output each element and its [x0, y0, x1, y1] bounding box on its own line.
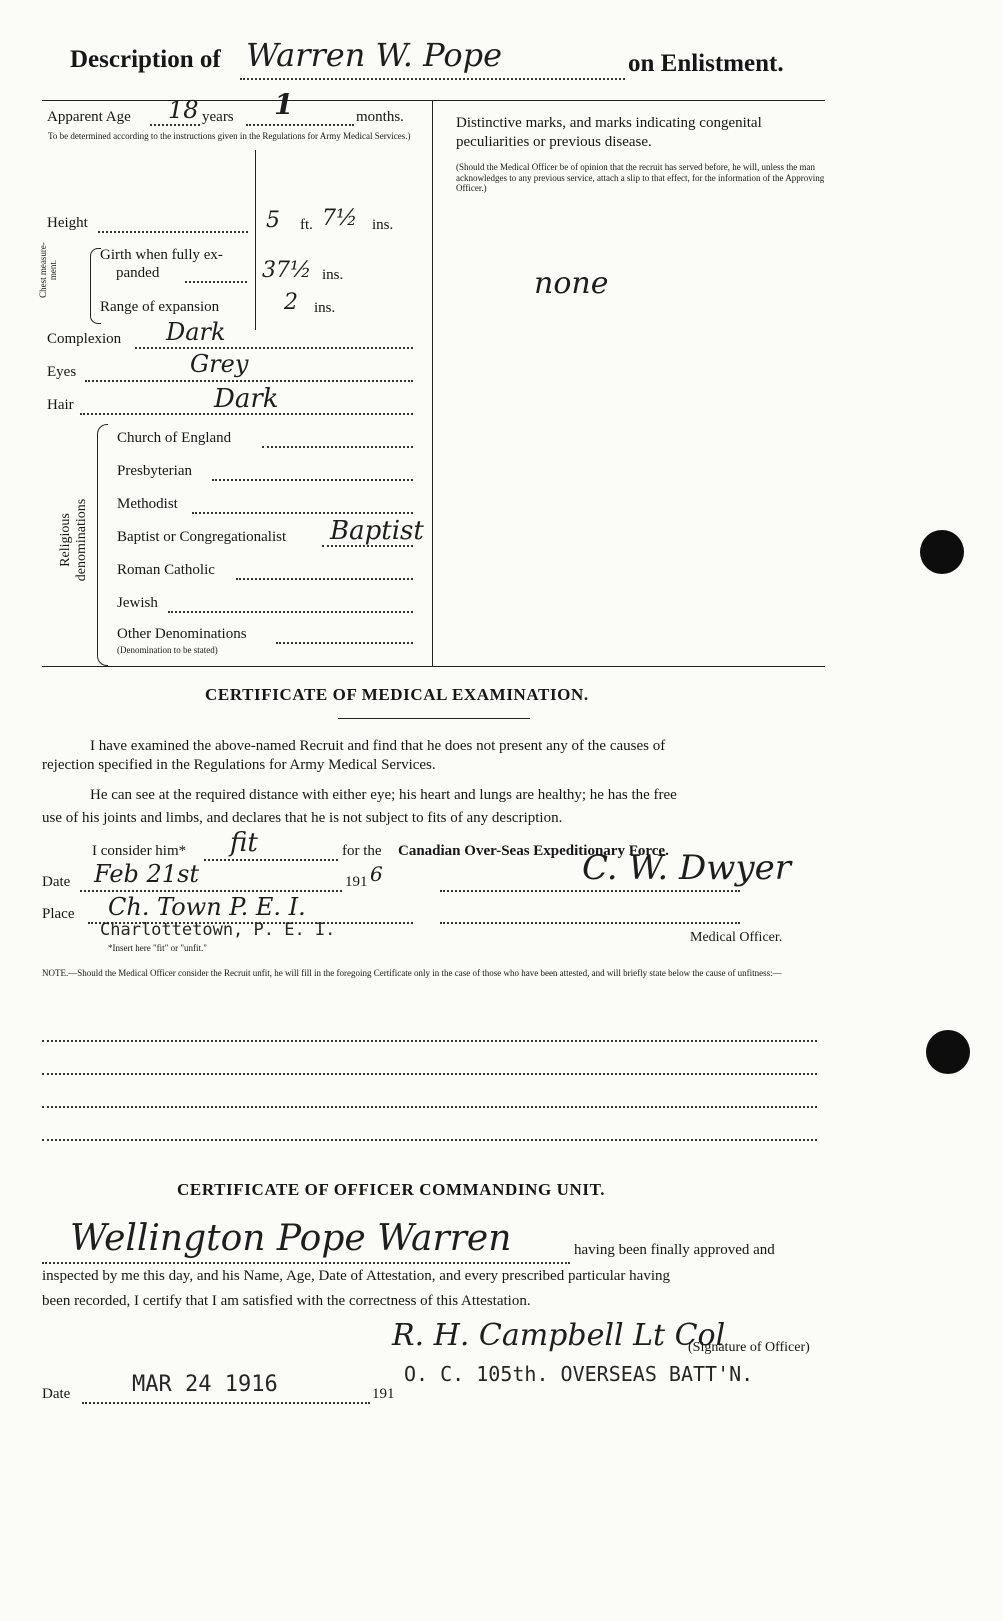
religion-bracket — [97, 424, 108, 666]
religion-line-3 — [192, 512, 413, 514]
bottom-rule — [42, 666, 825, 667]
religion-line-7 — [276, 642, 413, 644]
religion-jewish: Jewish — [117, 595, 158, 611]
officer-signature: C. W. Dwyer — [582, 848, 791, 888]
religion-church-of-england: Church of England — [117, 430, 232, 446]
commanding-date-line — [82, 1402, 370, 1404]
recruit-name-line — [42, 1262, 570, 1264]
months-label: months. — [356, 109, 404, 125]
commanding-line2: inspected by me this day, and his Name, Age, Date of Attestation, and every prescribed particular having — [42, 1268, 671, 1284]
commanding-line1-suffix: having been finally approved and — [574, 1242, 775, 1258]
date-year-prefix: 191 — [345, 874, 368, 890]
range-label: Range of expansion — [100, 299, 220, 315]
name-handwritten: Warren W. Pope — [246, 36, 503, 74]
medical-heading: CERTIFICATE OF MEDICAL EXAMINATION. — [205, 685, 589, 704]
unfit-line-2 — [42, 1073, 817, 1075]
religion-label: Religious denominations — [58, 498, 89, 582]
top-rule — [42, 100, 825, 101]
girth-value: 37½ — [262, 258, 312, 283]
chest-label: Chest measure-ment. — [38, 242, 58, 298]
title-prefix: Description of — [70, 46, 221, 73]
commanding-date-year: 191 — [372, 1386, 395, 1402]
age-months-value: 1 — [274, 88, 294, 121]
officer-label: Medical Officer. — [690, 930, 783, 945]
ins-label: ins. — [372, 217, 394, 233]
medical-heading-rule — [338, 718, 530, 719]
eyes-value: Grey — [190, 350, 249, 378]
consider-value: fit — [230, 828, 258, 858]
medical-nota: NOTE.—Should the Medical Officer consider the Recruit unfit, he will fill in the foregoing Certificate only in the case of those who have been attested, and will briefly state below the cause of unfitness:— — [42, 968, 782, 978]
center-divider — [432, 100, 433, 666]
religion-other: Other Denominations — [117, 626, 247, 642]
range-ins-label: ins. — [314, 300, 336, 316]
girth-ins-label: ins. — [322, 267, 344, 283]
age-label: Apparent Age — [47, 109, 131, 125]
unit-stamp: O. C. 105th. OVERSEAS BATT'N. — [404, 1362, 754, 1386]
force-name: Canadian Over-Seas Expeditionary Force. — [398, 843, 669, 859]
marks-note: (Should the Medical Officer be of opinion that the recruit has served before, he will, unless the man acknowledges to any previous service, attach a slip to that effect, for the information of the Approving Officer.) — [456, 162, 825, 193]
religion-line-6 — [168, 611, 413, 613]
religion-baptist: Baptist or Congregationalist — [117, 529, 287, 545]
place-value: Ch. Town P. E. I. — [108, 893, 306, 921]
date-year-suffix: 6 — [370, 862, 383, 886]
measure-divider — [255, 150, 256, 330]
marks-title: Distinctive marks, and marks indicating congenital peculiarities or previous disease. — [456, 115, 762, 150]
height-ins-value: 7½ — [322, 206, 358, 231]
date-label: Date — [42, 874, 71, 890]
years-label: years — [202, 109, 234, 125]
title-suffix: on Enlistment. — [628, 50, 784, 77]
medical-para1-line1: I have examined the above-named Recruit and find that he does not present any of the causes of — [90, 738, 666, 754]
girth-label-2: panded — [116, 265, 160, 281]
hair-value: Dark — [214, 384, 279, 414]
commanding-date-stamp: MAR 24 1916 — [132, 1372, 278, 1397]
insert-note: *Insert here "fit" or "unfit." — [108, 943, 207, 953]
girth-line — [185, 281, 247, 283]
marks-value: none — [534, 266, 609, 301]
religion-handwritten: Baptist — [330, 516, 424, 546]
religion-line-2 — [212, 479, 413, 481]
medical-para2-line2: use of his joints and limbs, and declares that he is not subject to fits of any description. — [42, 810, 563, 826]
officer-line — [440, 922, 740, 924]
unfit-line-1 — [42, 1040, 817, 1042]
recruit-name: Wellington Pope Warren — [70, 1218, 512, 1259]
date-line — [80, 890, 342, 892]
hair-label: Hair — [47, 397, 74, 413]
age-years-line — [150, 124, 200, 126]
medical-para2-line1: He can see at the required distance with either eye; his heart and lungs are healthy; he has the free — [90, 787, 677, 803]
commanding-line3: been recorded, I certify that I am satisfied with the correctness of this Attestation. — [42, 1293, 531, 1309]
medical-para1-line2: rejection specified in the Regulations for Army Medical Services. — [42, 757, 436, 773]
punch-hole-top — [920, 530, 964, 574]
signature-label: (Signature of Officer) — [688, 1340, 810, 1355]
religion-roman-catholic: Roman Catholic — [117, 562, 215, 578]
height-ft-value: 5 — [266, 208, 280, 233]
complexion-label: Complexion — [47, 331, 122, 347]
eyes-line — [85, 380, 413, 382]
commanding-date-label: Date — [42, 1386, 71, 1402]
signature-line — [440, 890, 740, 892]
consider-label: I consider him* — [92, 843, 187, 859]
name-dotted-line — [240, 78, 625, 80]
religion-line-1 — [262, 446, 413, 448]
punch-hole-bottom — [926, 1030, 970, 1074]
place-stamp: Charlottetown, P. E. I. — [100, 920, 336, 940]
age-months-line — [246, 124, 354, 126]
range-value: 2 — [284, 290, 298, 315]
eyes-label: Eyes — [47, 364, 77, 380]
complexion-value: Dark — [166, 318, 226, 346]
commanding-signature: R. H. Campbell Lt Col — [392, 1318, 726, 1353]
ft-label: ft. — [300, 217, 313, 233]
religion-presbyterian: Presbyterian — [117, 463, 192, 479]
unfit-line-4 — [42, 1139, 817, 1141]
religion-methodist: Methodist — [117, 496, 178, 512]
girth-label-1: Girth when fully ex- — [100, 247, 223, 263]
religion-other-note: (Denomination to be stated) — [117, 645, 218, 655]
commanding-heading: CERTIFICATE OF OFFICER COMMANDING UNIT. — [177, 1180, 606, 1199]
age-years-value: 18 — [168, 96, 199, 124]
place-label: Place — [42, 906, 75, 922]
age-note: To be determined according to the instructions given in the Regulations for Army Medical Services.) — [48, 131, 411, 141]
religion-line-5 — [236, 578, 413, 580]
consider-suffix: for the — [342, 843, 382, 859]
consider-line — [204, 859, 338, 861]
date-value: Feb 21st — [94, 860, 200, 888]
complexion-line — [135, 347, 413, 349]
height-label: Height — [47, 215, 88, 231]
unfit-line-3 — [42, 1106, 817, 1108]
height-lead-line — [98, 231, 248, 233]
